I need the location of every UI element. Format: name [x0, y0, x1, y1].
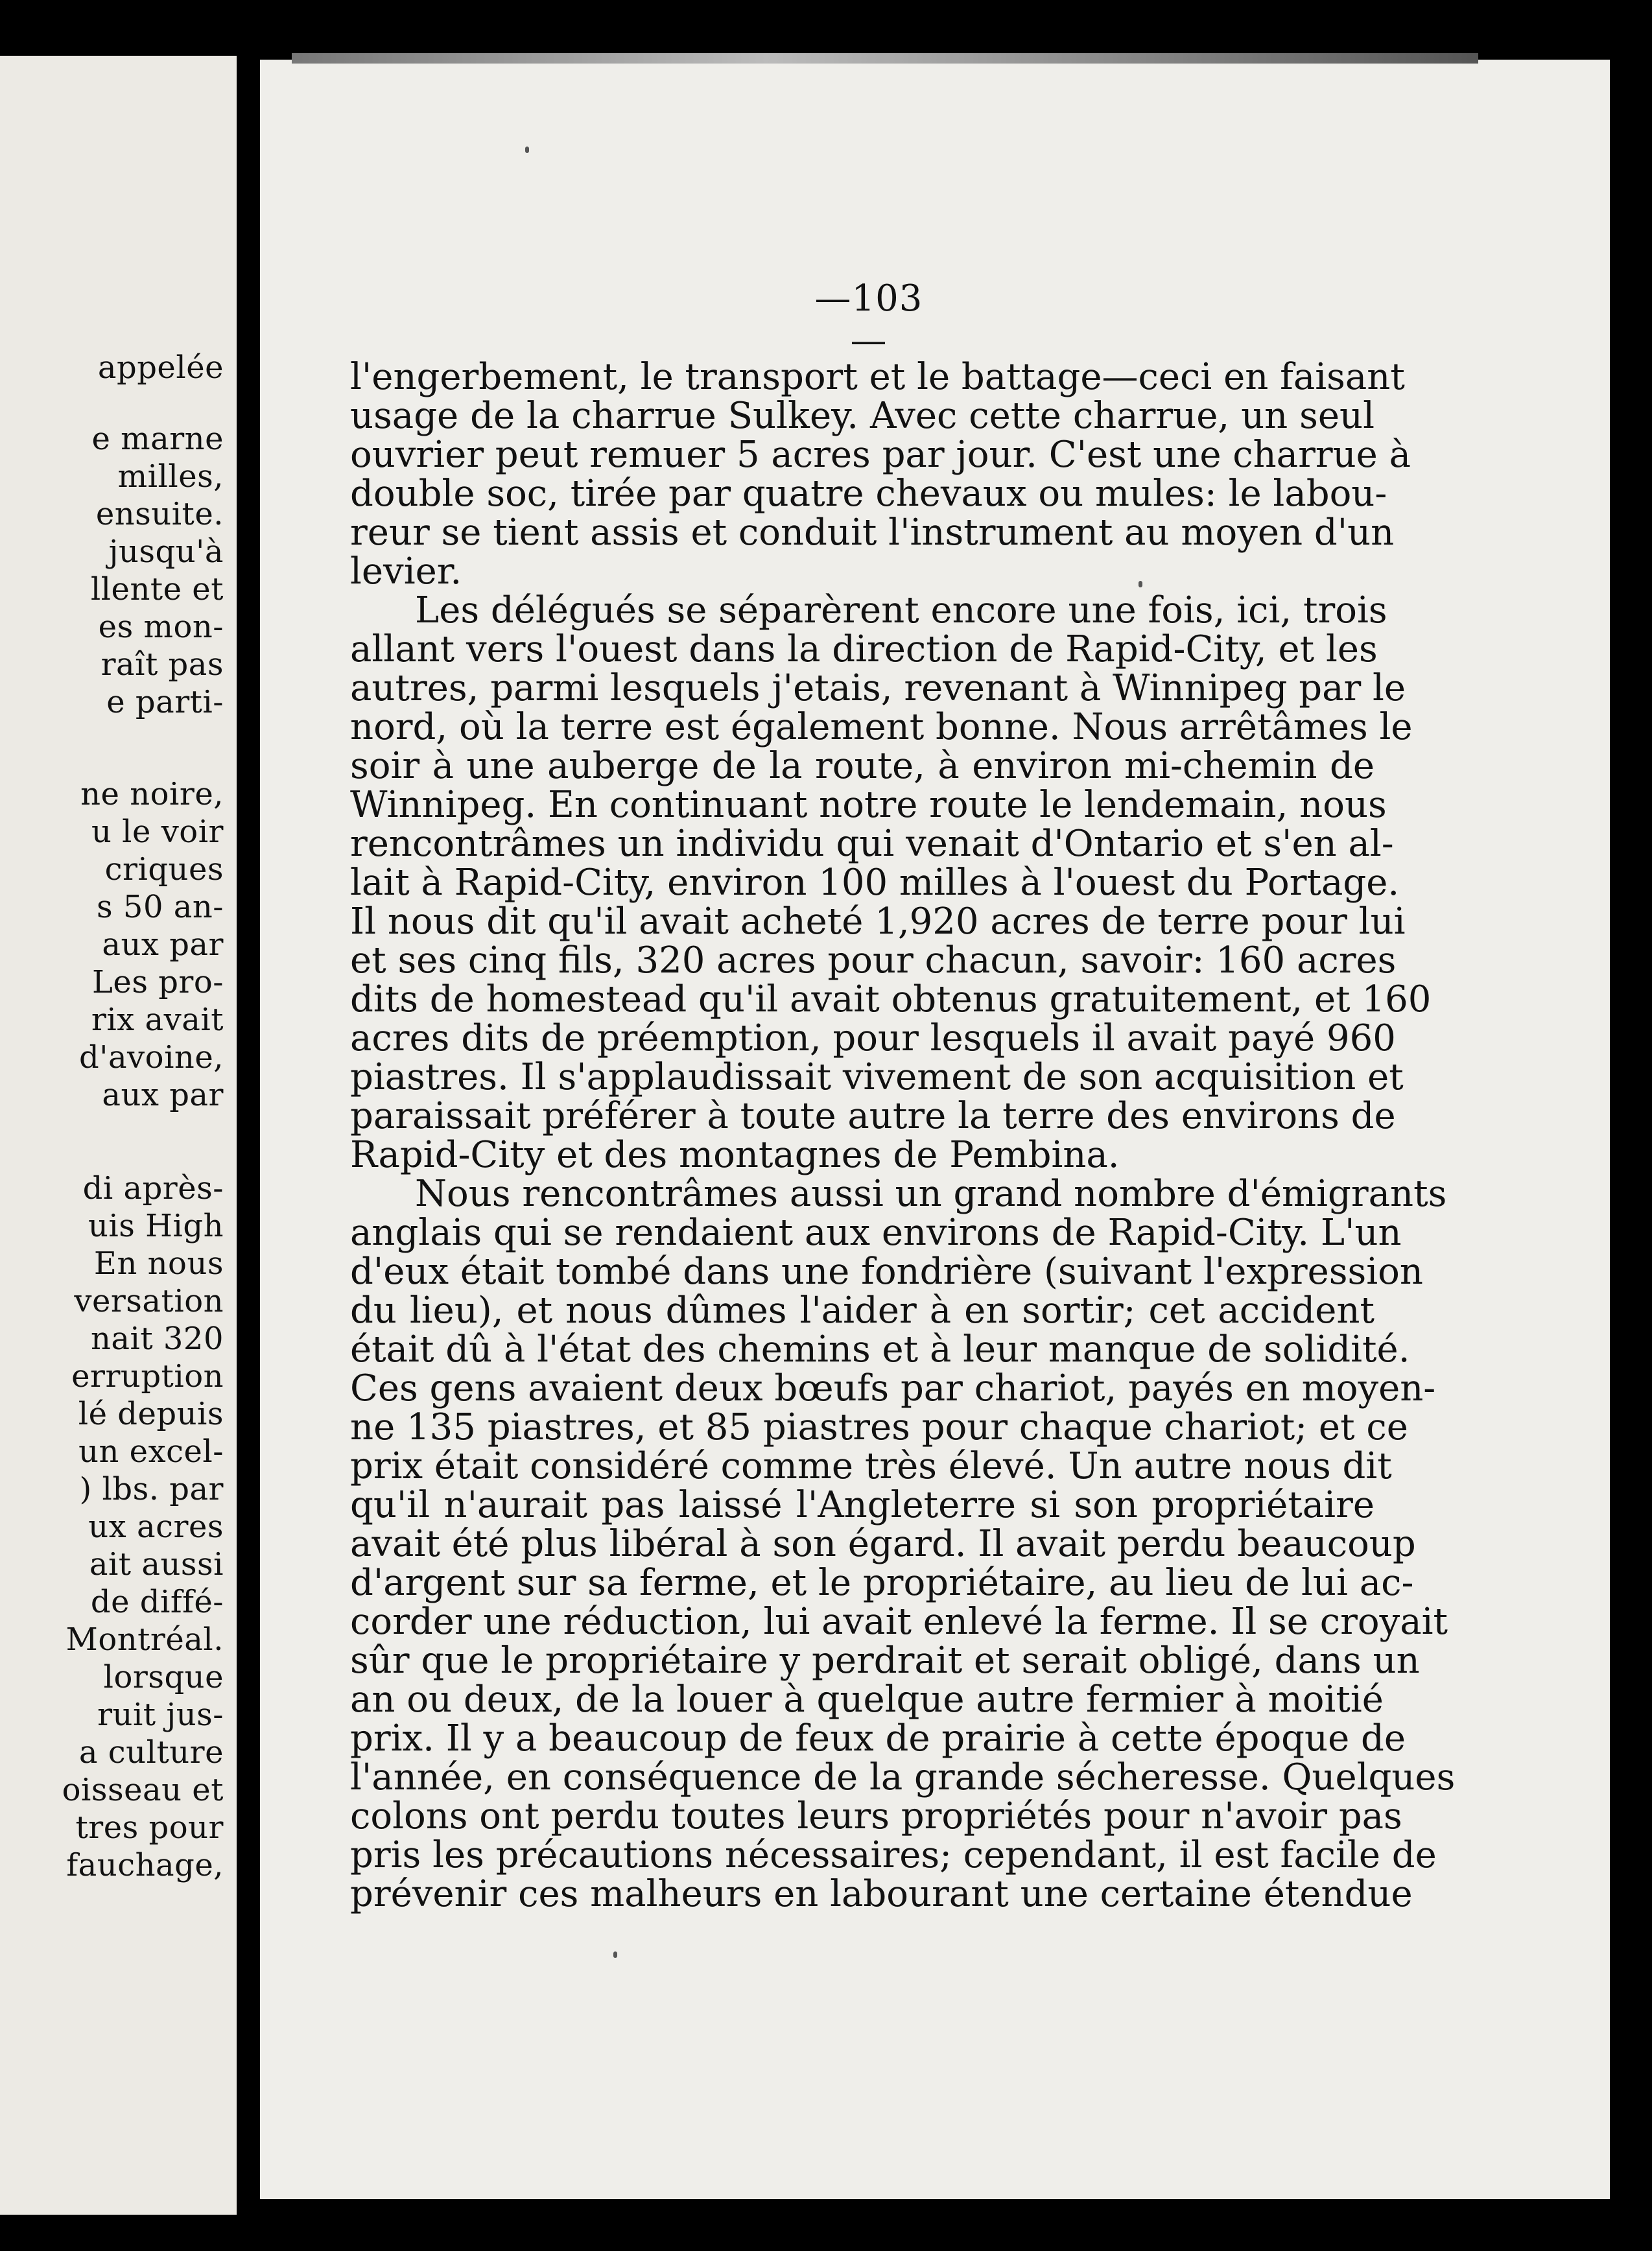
- left-line: ux acres: [88, 1509, 224, 1545]
- page-number: —103—: [814, 277, 923, 362]
- left-line: de diffé-: [90, 1584, 224, 1620]
- text-line: ouvrier peut remuer 5 acres par jour. C'est une charrue à: [350, 434, 1411, 476]
- text-line: dits de homestead qu'il avait obtenus gratuitement, et 160: [350, 978, 1432, 1020]
- left-line: nait 320: [90, 1321, 224, 1357]
- left-line: raît pas: [100, 646, 224, 683]
- text-line: ne 135 piastres, et 85 piastres pour chaque chariot; et ce: [350, 1406, 1408, 1448]
- left-line: ) lbs. par: [79, 1471, 224, 1507]
- scan-speck: [525, 147, 529, 153]
- page-top-edge: [292, 53, 1478, 64]
- left-line: En nous: [93, 1245, 224, 1282]
- text-line: Il nous dit qu'il avait acheté 1,920 acres de terre pour lui: [350, 901, 1406, 943]
- text-line: an ou deux, de la louer à quelque autre fermier à moitié: [350, 1679, 1384, 1721]
- text-line: prix. Il y a beaucoup de feux de prairie à cette époque de: [350, 1717, 1406, 1760]
- text-line: était dû à l'état des chemins et à leur manque de solidité.: [350, 1328, 1410, 1371]
- left-line: d'avoine,: [79, 1039, 224, 1076]
- left-line: lé depuis: [78, 1396, 224, 1432]
- left-line: uis High: [88, 1208, 224, 1244]
- text-line: Les délégués se séparèrent encore une fois, ici, trois: [415, 589, 1387, 631]
- left-line: versation: [74, 1283, 224, 1319]
- left-line: u le voir: [91, 814, 224, 850]
- left-line: Les pro-: [92, 964, 224, 1000]
- text-line: prévenir ces malheurs en labourant une certaine étendue: [350, 1873, 1413, 1915]
- left-line: Montréal.: [65, 1621, 224, 1658]
- text-line: autres, parmi lesquels j'etais, revenant à Winnipeg par le: [350, 667, 1406, 709]
- left-line: s 50 an-: [97, 889, 224, 925]
- text-line: allant vers l'ouest dans la direction de Rapid-City, et les: [350, 628, 1378, 670]
- text-line: acres dits de préemption, pour lesquels il avait payé 960: [350, 1017, 1396, 1059]
- text-line: Winnipeg. En continuant notre route le lendemain, nous: [350, 784, 1387, 826]
- left-line: aux par: [102, 1077, 224, 1113]
- text-line: Nous rencontrâmes aussi un grand nombre d'émigrants: [415, 1173, 1447, 1215]
- text-line: d'argent sur sa ferme, et le propriétaire, au lieu de lui ac-: [350, 1562, 1414, 1604]
- text-line: Ces gens avaient deux bœufs par chariot, payés en moyen-: [350, 1367, 1436, 1409]
- left-line: fauchage,: [66, 1847, 224, 1883]
- text-line: corder une réduction, lui avait enlevé la ferme. Il se croyait: [350, 1601, 1448, 1643]
- left-line: aux par: [102, 926, 224, 963]
- left-line: llente et: [90, 571, 224, 607]
- left-line: milles,: [117, 458, 224, 495]
- left-line: erruption: [71, 1358, 224, 1395]
- text-line: lait à Rapid-City, environ 100 milles à l'ouest du Portage.: [350, 862, 1400, 904]
- left-line: criques: [104, 851, 224, 888]
- text-line: nord, où la terre est également bonne. Nous arrêtâmes le: [350, 706, 1413, 748]
- text-line: Rapid-City et des montagnes de Pembina.: [350, 1134, 1120, 1176]
- text-line: avait été plus libéral à son égard. Il avait perdu beaucoup: [350, 1523, 1416, 1565]
- text-line: sûr que le propriétaire y perdrait et serait obligé, dans un: [350, 1640, 1420, 1682]
- left-line: un excel-: [78, 1433, 224, 1470]
- text-line: double soc, tirée par quatre chevaux ou mules: le labou-: [350, 473, 1387, 515]
- book-gutter: [237, 56, 260, 2215]
- text-line: levier.: [350, 550, 462, 593]
- left-line: oisseau et: [62, 1772, 224, 1808]
- text-line: anglais qui se rendaient aux environs de Rapid-City. L'un: [350, 1212, 1402, 1254]
- left-line: e parti-: [106, 684, 224, 720]
- left-line: ensuite.: [95, 496, 224, 532]
- text-line: et ses cinq fils, 320 acres pour chacun, savoir: 160 acres: [350, 939, 1397, 982]
- left-line: es mon-: [98, 609, 224, 645]
- left-line: a culture: [78, 1734, 224, 1771]
- left-line: e marne: [91, 421, 224, 457]
- text-line: colons ont perdu toutes leurs propriétés pour n'avoir pas: [350, 1795, 1402, 1837]
- text-line: soir à une auberge de la route, à environ mi-chemin de: [350, 745, 1375, 787]
- left-line: lorsque: [103, 1659, 224, 1695]
- left-line: appelée: [97, 349, 224, 386]
- text-line: rencontrâmes un individu qui venait d'Ontario et s'en al-: [350, 823, 1394, 865]
- text-line: l'engerbement, le transport et le battage—ceci en faisant: [350, 356, 1405, 398]
- text-line: usage de la charrue Sulkey. Avec cette charrue, un seul: [350, 395, 1375, 437]
- left-line: ait aussi: [89, 1546, 224, 1583]
- text-line: d'eux était tombé dans une fondrière (suivant l'expression: [350, 1251, 1423, 1293]
- left-line: ruit jus-: [97, 1697, 224, 1733]
- left-line: jusqu'à: [108, 534, 224, 570]
- left-line: ne noire,: [80, 776, 224, 812]
- text-line: paraissait préférer à toute autre la terre des environs de: [350, 1095, 1396, 1137]
- text-line: pris les précautions nécessaires; cependant, il est facile de: [350, 1834, 1437, 1876]
- left-line: tres pour: [75, 1809, 224, 1846]
- left-line: di après-: [82, 1170, 224, 1207]
- text-line: reur se tient assis et conduit l'instrument au moyen d'un: [350, 512, 1395, 554]
- text-line: qu'il n'aurait pas laissé l'Angleterre si son propriétaire: [350, 1484, 1375, 1526]
- text-line: du lieu), et nous dûmes l'aider à en sortir; cet accident: [350, 1290, 1375, 1332]
- scan-speck: [613, 1951, 617, 1958]
- left-line: rix avait: [91, 1002, 224, 1038]
- text-line: l'année, en conséquence de la grande sécheresse. Quelques: [350, 1756, 1456, 1798]
- text-line: prix était considéré comme très élevé. Un autre nous dit: [350, 1445, 1392, 1487]
- text-line: piastres. Il s'applaudissait vivement de son acquisition et: [350, 1056, 1404, 1098]
- left-page-fragment: [0, 56, 237, 2215]
